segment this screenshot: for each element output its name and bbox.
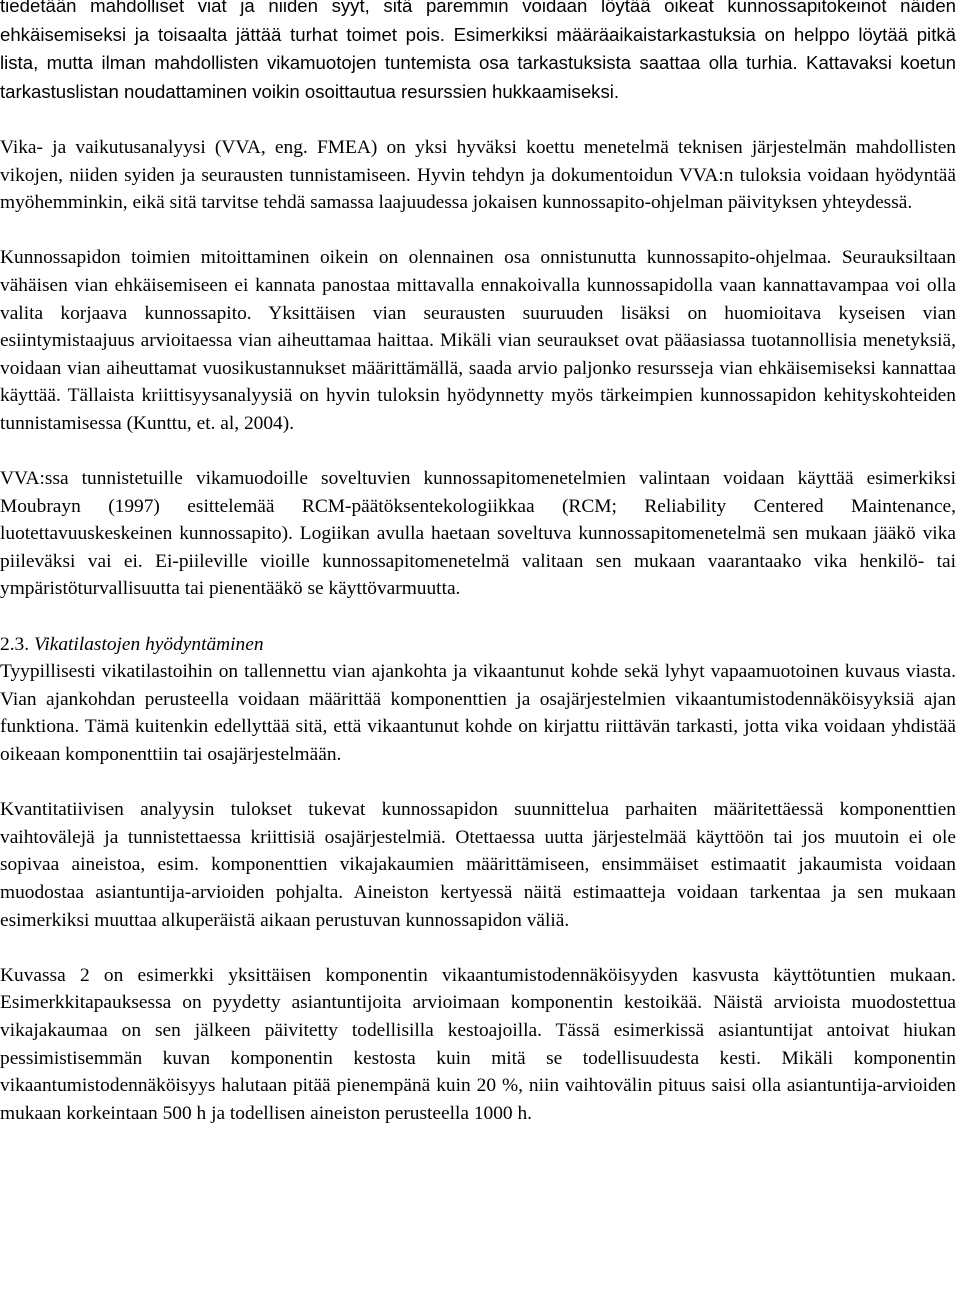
paragraph-rcm: VVA:ssa tunnistetuille vikamuodoille soveltuvien kunnossapitomenetelmien valintaan voidaan käyttää esimerkiksi Moubrayn (1997) esittelemää RCM-päätöksentekologiikkaa (RCM; Reliability Centered Maintenance, luotettavuuskeskeinen kunnossapito). Logiikan avulla haetaan soveltuva kunnossapitomenetelmä sen mukaan jääkö vika piileväksi vai ei. Ei-piileville vioille kunnossapitomenetelmä valitaan sen mukaan vaarantaako vika henkilö- tai ympäristöturvallisuutta tai pienentääkö se käyttövarmuutta.	[0, 468, 956, 600]
paragraph-mitoitus: Kunnossapidon toimien mitoittaminen oikein on olennainen osa onnistunutta kunnossapito-ohjelmaa. Seurauksiltaan vähäisen vian ehkäisemiseen ei kannata panostaa mittavalla ennakoivalla kunnossapidolla vaan kannattavampaa voi olla valita korjaava kunnossapito. Yksittäisen vian seurausten suuruuden lisäksi on huomioitava kyseisen vian esiintymistaajuus arvioitaessa vian aiheuttamaa haittaa. Mikäli vian seuraukset ovat pääasiassa tuotannollisia menetyksiä, voidaan vian aiheuttamat vuosikustannukset määrittämällä, saada arvio paljonko resursseja vian ehkäisemiseksi kannattaa käyttää. Tällaista kriittisyysanalyysiä on hyvin tuloksin hyödynnetty myös tärkeimpien kunnossapidon kehityskohteiden tunnistamisessa (Kunttu, et. al, 2004).	[0, 247, 956, 434]
paragraph-vikatilastot: Tyypillisesti vikatilastoihin on tallennettu vian ajankohta ja vikaantunut kohde sekä lyhyt vapaamuotoinen kuvaus viasta. Vian ajankohdan perusteella voidaan määrittää komponenttien ja osajärjestelmien vikaantumistodennäköisyyksiä ajan funktiona. Tämä kuitenkin edellyttää sitä, että vikaantunut kohde on kirjattu riittävän tarkasti, jotta vika voidaan yhdistää oikeaan komponenttiin tai osajärjestelmään.	[0, 661, 956, 766]
paragraph-intro	[0, 0, 956, 106]
paragraph-intro-text: tiedetään mahdolliset viat ja niiden syyt, sitä paremmin voidaan löytää oikeat kunnossapitokeinot näiden ehkäisemiseksi ja toisaalta jättää turhat toimet pois. Esimerkiksi määräaikaistarkastuksia on helppo löytää pitkä lista, mutta ilman mahdollisten vikamuotojen tuntemista osa tarkastuksista saattaa olla turhia. Kattavaksi koetun tarkastuslistan noudattaminen voikin osoittautua resurssien hukkaamiseksi.	[0, 0, 956, 102]
paragraph-kuvassa-2: Kuvassa 2 on esimerkki yksittäisen komponentin vikaantumistodennäköisyyden kasvusta käyttötuntien mukaan. Esimerkkitapauksessa on pyydetty asiantuntijoita arvioimaan komponentin kestoikää. Näistä arvioista muodostettua vikajakaumaa on sen jälkeen päivitetty todellisilla kestoajoilla. Tässä esimerkissä asiantuntijat antoivat hiukan pessimistisemmän kuvan komponentin kestosta kuin mitä se todellisuudesta kesti. Mikäli komponentin vikaantumistodennäköisyys halutaan pitää pienempänä kuin 20 %, niin vaihtovälin pituus saisi olla asiantuntija-arvioiden mukaan korkeintaan 500 h ja todellisen aineiston perusteella 1000 h.	[0, 964, 956, 1124]
section-heading	[0, 631, 956, 659]
section-number: 2.3.	[0, 633, 30, 655]
paragraph-vva: Vika- ja vaikutusanalyysi (VVA, eng. FMEA) on yksi hyväksi koettu menetelmä teknisen järjestelmän mahdollisten vikojen, niiden syiden ja seurausten tunnistamiseen. Hyvin tehdyn ja dokumentoidun VVA:n tuloksia voidaan hyödyntää myöhemminkin, eikä sitä tarvitse tehdä samassa laajuudessa jokaisen kunnossapito-ohjelman päivityksen yhteydessä.	[0, 136, 956, 214]
paragraph-kvantitatiivinen: Kvantitatiivisen analyysin tulokset tukevat kunnossapidon suunnittelua parhaiten määritettäessä komponenttien vaihtovälejä ja tunnistettaessa kriittisiä osajärjestelmiä. Otettaessa uutta järjestelmää käyttöön tai jos muutoin ei ole sopivaa aineistoa, esim. komponenttien vikajakaumien määrittämiseen, ensimmäiset estimaatit jakaumista voidaan muodostaa asiantuntija-arvioiden pohjalta. Aineiston kertyessä näitä estimaatteja voidaan tarkentaa ja sen mukaan esimerkiksi muuttaa alkuperäistä aikaan perustuvan kunnossapidon väliä.	[0, 799, 956, 931]
section-title: Vikatilastojen hyödyntäminen	[33, 633, 264, 655]
